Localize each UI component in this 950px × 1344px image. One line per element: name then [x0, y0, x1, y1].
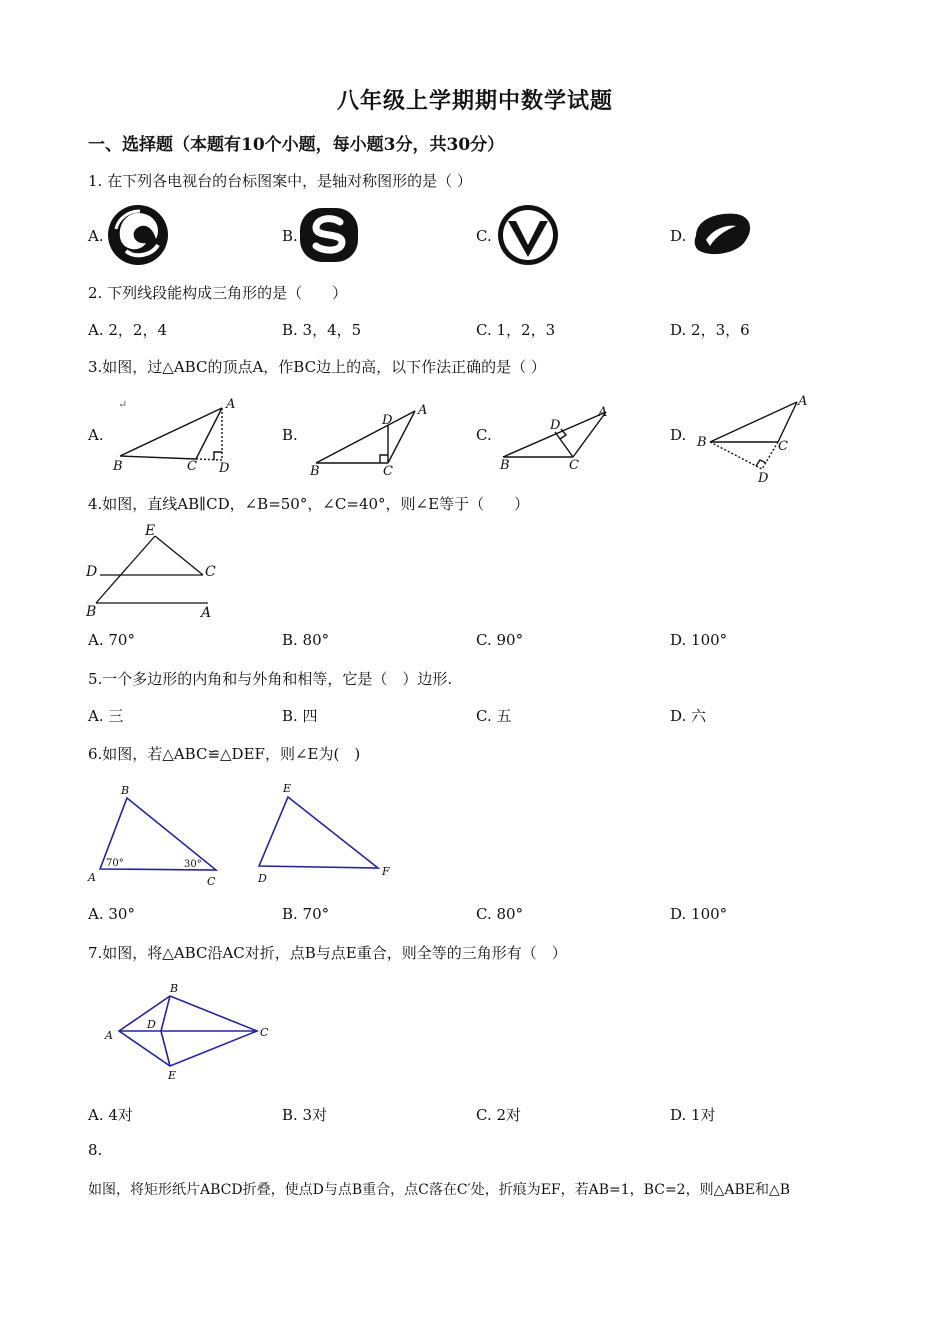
- q4-option-d: D. 100°: [670, 631, 728, 649]
- q6-label-a: A: [88, 871, 96, 884]
- q3d-label-a: A: [798, 394, 808, 409]
- q3b-label-b: B: [310, 464, 320, 479]
- section-heading: 一、选择题（本题有10个小题，每小题3分，共30分）: [88, 135, 505, 155]
- q7-option-d: D. 1对: [670, 1106, 716, 1124]
- q3a-label-c: C: [187, 459, 197, 474]
- q5-option-b: B. 四: [282, 707, 318, 725]
- q2-option-c: C. 1，2，3: [476, 321, 556, 339]
- q4-label-a: A: [201, 605, 212, 621]
- q3d-label-d: D: [758, 471, 769, 486]
- q4-label-b: B: [86, 604, 97, 620]
- page-title: 八年级上学期期中数学试题: [336, 88, 613, 114]
- q5-option-a: A. 三: [88, 707, 124, 725]
- q3d-label-b: B: [697, 435, 707, 450]
- q4-label-d: D: [86, 564, 98, 580]
- q6-label-f: F: [382, 865, 390, 878]
- q3a-label-b: B: [113, 459, 123, 474]
- q2-option-d: D. 2，3，6: [670, 321, 750, 339]
- question-8-number: 8.: [88, 1141, 103, 1159]
- q4-label-c: C: [205, 564, 216, 580]
- q2-option-a: A. 2，2，4: [88, 321, 167, 339]
- q3c-label-a: A: [598, 405, 608, 420]
- q6-option-b: B. 70°: [282, 905, 330, 923]
- q6-label-d: D: [258, 872, 267, 885]
- q3c-label-d: D: [550, 418, 561, 433]
- question-1-stem: 1. 在下列各电视台的台标图案中，是轴对称图形的是（ ）: [88, 172, 472, 190]
- question-4-stem: 4.如图，直线AB∥CD，∠B=50°，∠C=40°，则∠E等于（ ）: [88, 495, 530, 513]
- q6-label-c: C: [207, 875, 216, 888]
- q1-option-c: C.: [476, 227, 492, 245]
- question-7-stem: 7.如图，将△ABC沿AC对折，点B与点E重合，则全等的三角形有（ ）: [88, 944, 567, 962]
- q1-option-b: B.: [282, 227, 298, 245]
- q3b-label-a: A: [418, 403, 428, 418]
- q7-label-a: A: [105, 1029, 113, 1042]
- q6-angle-a: 70°: [106, 858, 124, 869]
- q7-option-c: C. 2对: [476, 1106, 522, 1124]
- q5-option-c: C. 五: [476, 707, 512, 725]
- q6-label-b: B: [121, 784, 130, 797]
- q3b-label-c: C: [383, 464, 393, 479]
- q3c-label-b: B: [500, 458, 510, 473]
- q1-option-d: D.: [670, 227, 687, 245]
- return-mark: ↵: [118, 398, 128, 411]
- question-5-stem: 5.一个多边形的内角和与外角和相等，它是（ ）边形.: [88, 670, 453, 688]
- q3-option-a: A.: [88, 426, 104, 444]
- question-8-stem: 如图，将矩形纸片ABCD折叠，使点D与点B重合，点C落在C′处，折痕为EF，若AB=1，BC=2，则△ABE和△B: [88, 1182, 791, 1198]
- q7-label-d: D: [147, 1018, 156, 1031]
- q6-option-c: C. 80°: [476, 905, 524, 923]
- q6-angle-c: 30°: [184, 859, 202, 870]
- q5-option-d: D. 六: [670, 707, 707, 725]
- q3c-label-c: C: [569, 458, 579, 473]
- question-6-stem: 6.如图，若△ABC≌△DEF，则∠E为( ): [88, 745, 361, 763]
- q4-label-e: E: [145, 523, 156, 539]
- q3d-label-c: C: [778, 439, 788, 454]
- q7-option-b: B. 3对: [282, 1106, 328, 1124]
- q3-option-c: C.: [476, 426, 492, 444]
- question-2-stem: 2. 下列线段能构成三角形的是（ ）: [88, 284, 348, 302]
- q3b-label-d: D: [382, 413, 393, 428]
- q7-label-c: C: [260, 1026, 269, 1039]
- q4-option-c: C. 90°: [476, 631, 524, 649]
- q2-option-b: B. 3，4，5: [282, 321, 362, 339]
- q4-option-b: B. 80°: [282, 631, 330, 649]
- q7-label-b: B: [170, 982, 179, 995]
- q7-label-e: E: [168, 1069, 177, 1082]
- q7-option-a: A. 4对: [88, 1106, 133, 1124]
- q3a-label-d: D: [219, 461, 230, 476]
- q6-option-d: D. 100°: [670, 905, 728, 923]
- q3-option-d: D.: [670, 426, 687, 444]
- q3a-label-a: A: [226, 397, 236, 412]
- q6-label-e: E: [283, 782, 292, 795]
- q6-option-a: A. 30°: [88, 905, 135, 923]
- q4-option-a: A. 70°: [88, 631, 135, 649]
- q1-option-a: A.: [88, 227, 104, 245]
- question-3-stem: 3.如图，过△ABC的顶点A，作BC边上的高，以下作法正确的是（ ）: [88, 358, 546, 376]
- q3-option-b: B.: [282, 426, 298, 444]
